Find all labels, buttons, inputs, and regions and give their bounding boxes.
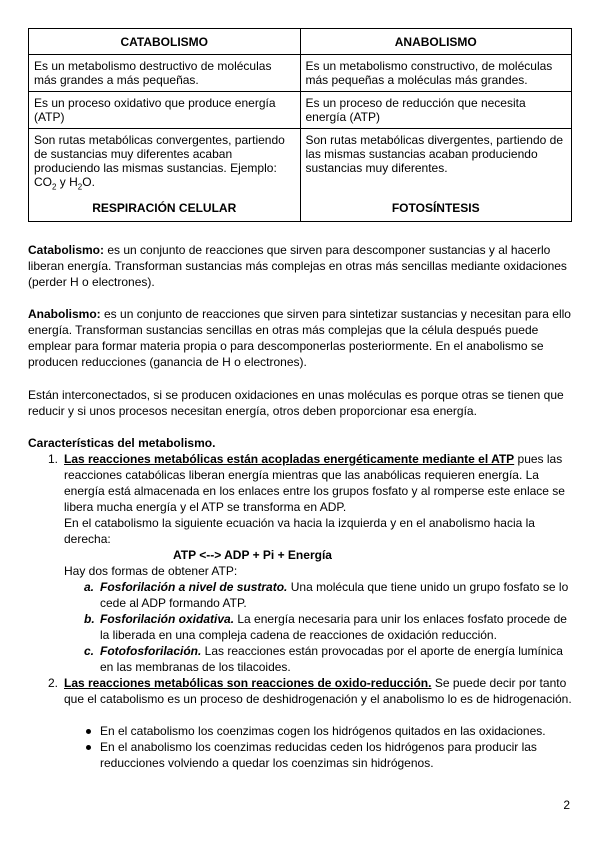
- table-cell: Es un proceso oxidativo que produce energía (ATP): [29, 92, 301, 129]
- formas-text: Hay dos formas de obtener ATP:: [64, 564, 238, 578]
- table-row: [29, 55, 572, 92]
- page-number: 2: [563, 798, 570, 812]
- anabolismo-paragraph: [28, 306, 576, 370]
- table-cell: Es un metabolismo constructivo, de moléculas más pequeñas a moléculas más grandes.: [300, 55, 572, 92]
- table-row: [29, 129, 572, 222]
- table-cell: Es un metabolismo destructivo de moléculas más grandes a más pequeñas.: [29, 55, 301, 92]
- caracteristicas-title: Características del metabolismo.: [28, 436, 216, 450]
- catabolismo-text: es un conjunto de reacciones que sirven para descomponer sustancias y al hacerlo liberan energía. Transforman sustancias más complejas en otras más sencillas mediante oxidaciones (perder H o electrones).: [28, 243, 567, 289]
- bullet-item: En el catabolismo los coenzimas cogen los hidrógenos quitados en las oxidaciones.: [86, 723, 576, 739]
- item-2-number: 2.: [48, 676, 59, 690]
- subitem-c: c. Fotofosforilación. Las reacciones están provocadas por el aporte de energía lumínica en las membranas de los tilacoides.: [84, 644, 563, 674]
- cell-text: Son rutas metabólicas divergentes, partiendo de las mismas sustancias acaban produciendo sustancias muy diferentes.: [305, 133, 563, 175]
- footer-respiracion-celular: RESPIRACIÓN CELULAR: [92, 201, 237, 215]
- item-1-heading: Las reacciones metabólicas están acopladas energéticamente mediante el ATP: [64, 452, 515, 466]
- subitem-a: a. Fosforilación a nivel de sustrato. Una molécula que tiene unido un grupo fosfato se lo cede al ADP formando ATP.: [84, 580, 569, 610]
- table-row: [29, 92, 572, 129]
- table-header-row: [29, 29, 572, 55]
- catabolismo-term: Catabolismo:: [28, 243, 105, 257]
- bullet-item: En el anabolismo los coenzimas reducidas ceden los hidrógenos para producir las reducciones volviendo a quedar los coenzimas sin hidrógenos.: [86, 739, 576, 771]
- bullet-dot-icon: [86, 729, 91, 734]
- table-cell-catabolismo-rutas: [29, 129, 301, 222]
- interconectados-paragraph: Están interconectados, si se producen oxidaciones en unas moléculas es porque otras se tienen que reducir y si unos procesos necesitan energía, otros deben proporcionar esa energía.: [28, 388, 564, 418]
- footer-fotosintesis: FOTOSÍNTESIS: [391, 201, 480, 215]
- header-catabolismo: CATABOLISMO: [29, 29, 301, 55]
- table-cell: Es un proceso de reducción que necesita energía (ATP): [300, 92, 572, 129]
- anabolismo-text: es un conjunto de reacciones que sirven para sintetizar sustancias y necesitan para ello energía. Transforman sustancias sencillas en otras más complejas que la célula después puede emplear para formar materia propia o para descomponerlas posteriormente. En el anabolismo se producen reducciones (ganancia de H o electrones).: [28, 307, 571, 369]
- header-anabolismo: ANABOLISMO: [300, 29, 572, 55]
- bullet-dot-icon: [86, 745, 91, 750]
- example-formula: $CO_2$ y $H_2O$.: [34, 175, 95, 192]
- comparison-table: [28, 28, 572, 222]
- item-1-number: 1.: [48, 452, 59, 466]
- catabolismo-paragraph: [28, 242, 576, 290]
- table-cell-anabolismo-rutas: [300, 129, 572, 222]
- atp-equation: ATP <--> ADP + Pi + Energía: [173, 548, 332, 562]
- item-2-heading: Las reacciones metabólicas son reacciones de oxido-reducción.: [64, 676, 432, 690]
- item-2-text: Las reacciones metabólicas son reacciones de oxido-reducción. Se puede decir por tanto que el catabolismo es un proceso de deshidrogenación y el anabolismo lo es de hidrogenación.: [64, 676, 572, 706]
- anabolismo-term: Anabolismo:: [28, 307, 101, 321]
- cell-text: Son rutas metabólicas convergentes, partiendo de sustancias muy diferentes acaban produciendo las mismas sustancias. Ejemplo:: [34, 133, 285, 175]
- item-1-text: Las reacciones metabólicas están acopladas energéticamente mediante el ATP pues las reacciones catabólicas liberan energía mientras que las anabólicas requieren energía. La energía está almacenada en los enlaces entre los grupos fosfato y al romperse este enlace se libera mucha energía y el ATP se transforma en ADP.: [64, 452, 565, 514]
- item-1-text2: En el catabolismo la siguiente ecuación va hacia la izquierda y en el anabolismo hacia la derecha:: [64, 516, 535, 546]
- subitem-b: b. Fosforilación oxidativa. La energía necesaria para unir los enlaces fosfato procede de la liberada en una compleja cadena de reacciones de oxidación reducción.: [84, 612, 567, 642]
